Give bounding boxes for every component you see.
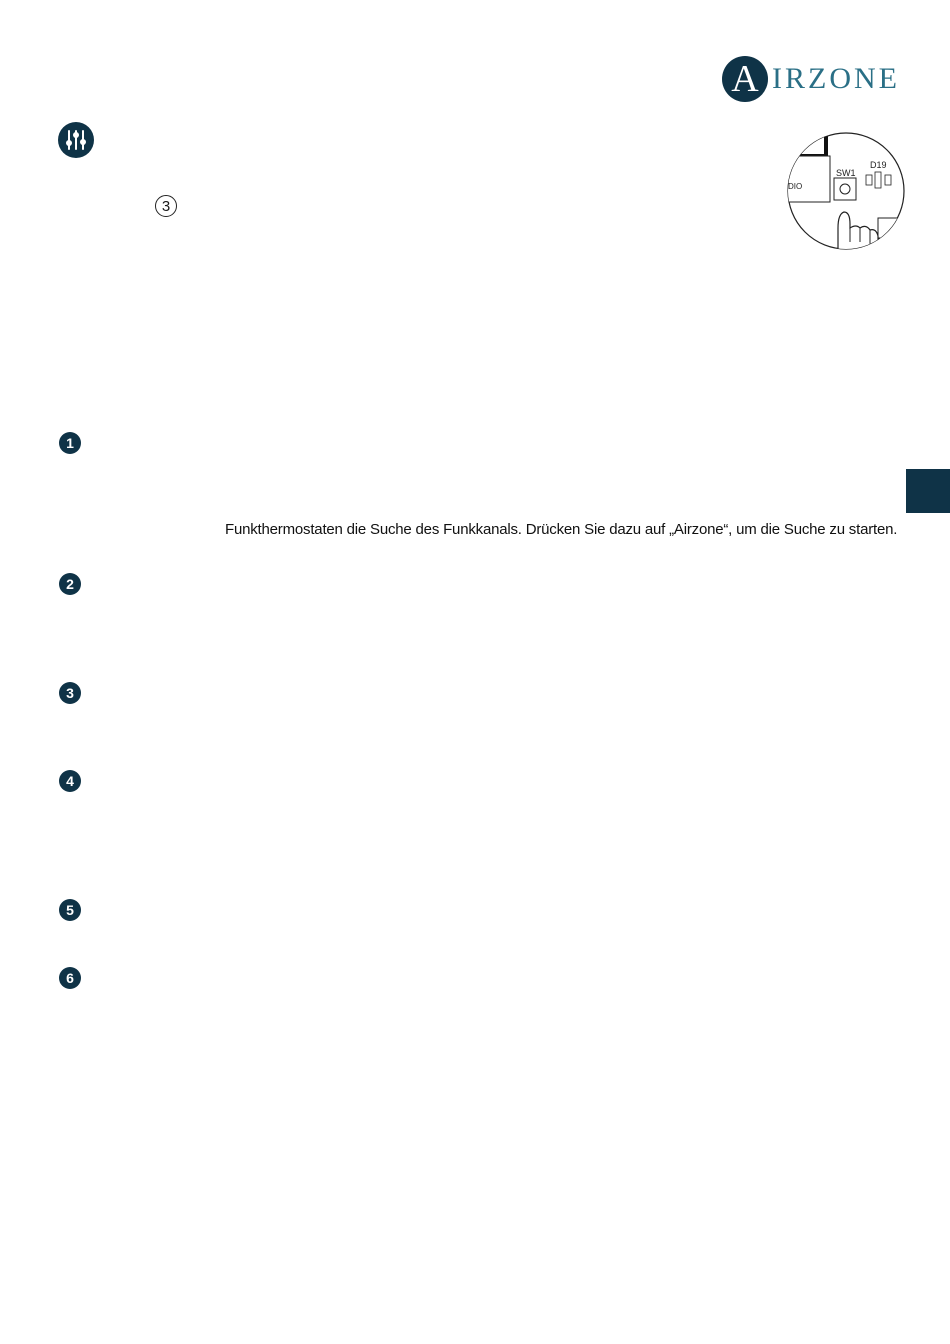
step-marker-2: 2 bbox=[59, 573, 81, 595]
board-illustration bbox=[786, 132, 908, 272]
switch-label: SW1 bbox=[836, 168, 856, 178]
logo-initial: A bbox=[731, 58, 759, 100]
step-marker-4: 4 bbox=[59, 770, 81, 792]
step-marker-1: 1 bbox=[59, 432, 81, 454]
airzone-logo bbox=[722, 56, 900, 104]
chapter-tab bbox=[906, 469, 950, 513]
step-marker-6: 6 bbox=[59, 967, 81, 989]
step-marker-3: 3 bbox=[59, 682, 81, 704]
port-label: DIO bbox=[788, 182, 803, 191]
step-marker-5: 5 bbox=[59, 899, 81, 921]
instruction-text: Funkthermostaten die Suche des Funkkanals. Drücken Sie dazu auf „Airzone“, um die Suche zu starten. bbox=[225, 521, 898, 538]
logo-wordmark: IRZONE bbox=[772, 62, 900, 95]
led-label: D19 bbox=[870, 160, 887, 170]
callout-number: 3 bbox=[155, 195, 177, 217]
sliders-icon bbox=[58, 122, 94, 158]
